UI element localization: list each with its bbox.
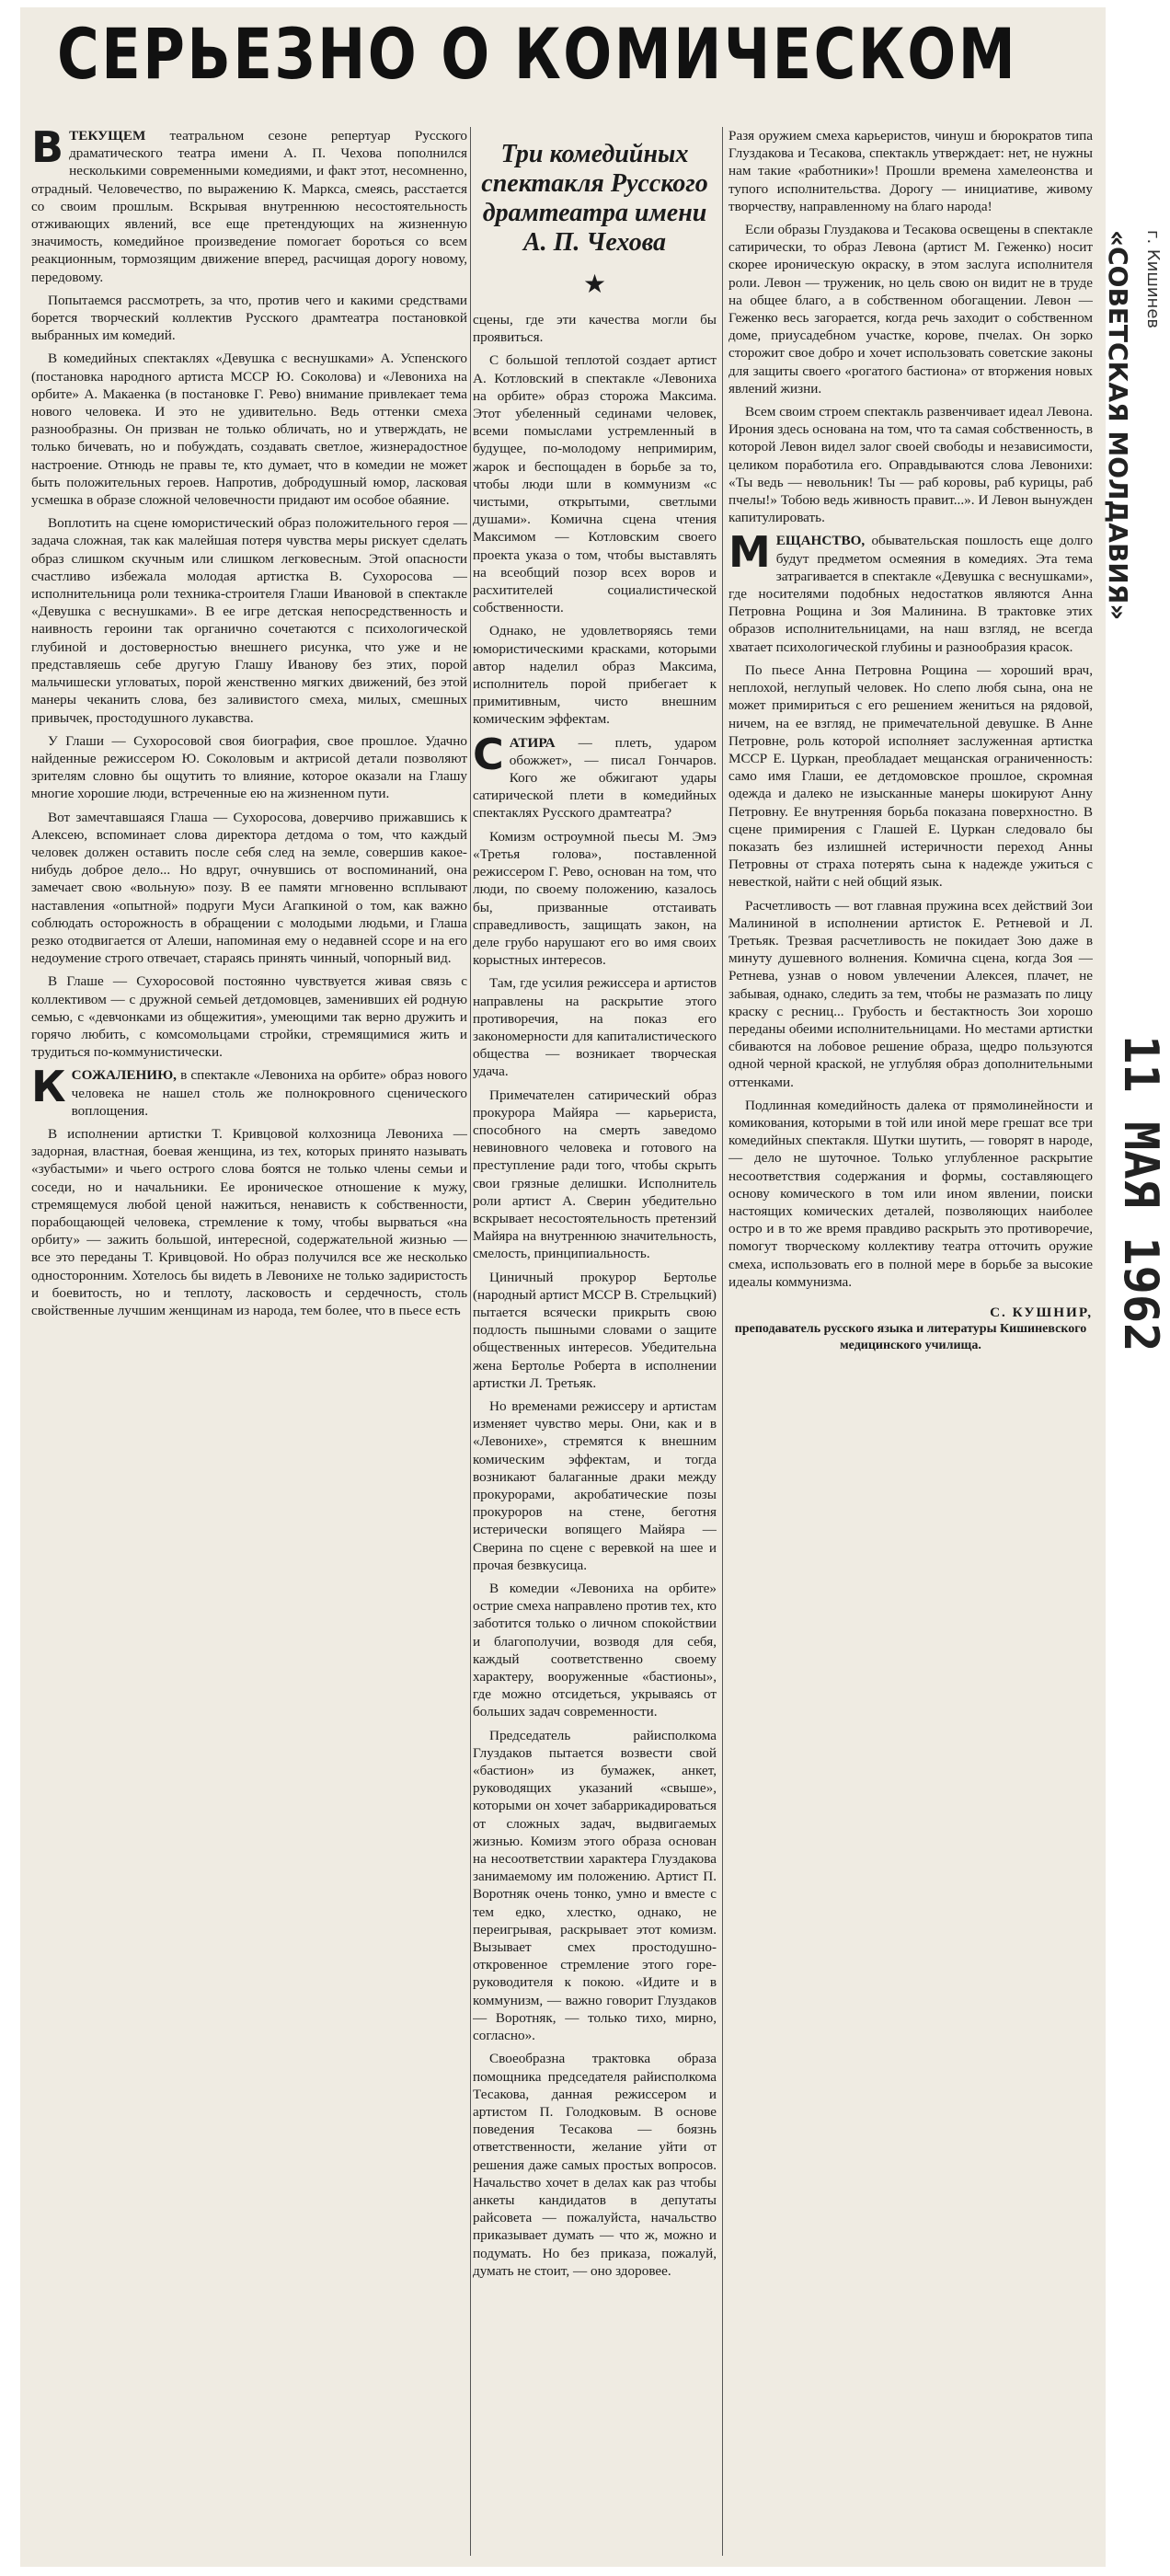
article-paragraph [473,828,717,970]
column-rule [722,127,723,2556]
paragraph-text: театральном сезоне репертуар Русского драматического театра имени А. П. Чехова пополнился несколькими современными комедиями, и факт этот, несомненно, отрадный. Человечество, по выражению К. Маркса, смеясь, расстается со своим прошлым. Вскрывая внутреннюю несостоятельность отживающих явлений, все еще претендующих на жизненную значимость, комедийное произведение помогает бороться со всем реакционным, тормозящим движение вперед, расчищая дорогу новому, передовому. [31,128,467,285]
paragraph-text: — плеть, ударом обожжет», — писал Гончаров. Кого же обжигают удары сатирической плети в комедийных спектаклях Русского драмтеатра? [473,734,717,822]
paragraph-text: Там, где усилия режиссера и артистов направлены на раскрытие этого противоречия, на показ его закономерности для капиталистического общества — возникает творческая удача. [473,975,717,1080]
newspaper-clipping [20,7,1106,2567]
article-column-3-body [728,127,1093,1291]
article-column-2-body [473,311,717,2280]
headline: СЕРЬЕЗНО О КОМИЧЕСКОМ [57,13,1018,95]
article-paragraph [473,311,717,346]
column-rule [470,127,471,2556]
paragraph-text: Но временами режиссеру и артистам изменяет чувство меры. Они, как и в «Левонихе», стремятся к внешним комическим эффектам, и тогда возникают балаганные драки между прокурорами, акробатические позы прокуроров на стене, беготня истерически вопящего Майяра — Сверина по сцене с веревкой на шее и прочая безвкусица. [473,1397,717,1573]
paragraph-text: Однако, не удовлетворяясь теми юмористическими красками, которыми автор наделил образ Максима, исполнитель порой прибегает к примитивным, чисто внешним комическим эффектам. [473,623,717,728]
article-paragraph [473,1580,717,1721]
article-paragraph [473,1397,717,1574]
article-paragraph [473,622,717,728]
article-paragraph [728,661,1093,891]
paragraph-text: Вот замечтавшаяся Глаша — Сухоросова, доверчиво прижавшись к Алексею, вспоминает слова директора детдома о том, что каждый человек должен оставить после себя след на земле, совершив какое-нибудь доброе дело... Но вдруг, очнувшись от воспоминаний, она замечает свою «вольную» позу. В ее памяти мгновенно всплывают наставления «опытной» подруги Муси Агапкиной о том, как важно соблюдать осторожность в обращении с молодыми людьми, и Глаша резко отодвигается от Алеши, напоминая ему о недавней ссоре и на его недоумение строго отвечает, стараясь принять чинный, чопорный вид. [31,809,467,967]
article-paragraph [728,897,1093,1091]
paragraph-text: Циничный прокурор Бертолье (народный артист МССР В. Стрельцкий) пытается всячески прикрыть свою подлость пышными словами о защите общественных интересов. Убедительна жена Бертолье Роберта в исполнении артистки Л. Третьяк. [473,1269,717,1391]
article-column-3 [728,127,1093,2556]
paragraph-text: С большой теплотой создает артист А. Котловский в спектакле «Левониха на орбите» образ сторожа Максима. Этот убеленный сединами человек, всеми помыслами устремленный в будущее, по-молодому непримирим, жарок и беспощаден в борьбе за то, чтобы люди шли в коммунизм «с чистыми, открытыми, светлыми душами». Комична сцена чтения Максимом — Котловским своего проекта указа о том, чтобы выставлять на всеобщий позор всех воров и расхитителей социалистической собственности. [473,352,717,616]
paragraph-text: Расчетливость — вот главная пружина всех действий Зои Малининой в исполнении артисток Е. Ретневой и Л. Третьяк. Трезвая расчетливость не покидает Зою даже в минуту душевного волнения. Комична сцена, когда Зоя — Ретнева, узнав о новом увлечении Алексея, плачет, не забывая, однако, следить за тем, чтобы не размазать по лицу краску с ресниц... Грубость и бестактность Зои хорошо переданы обеими исполнительницами. Но местами артистки сбиваются на лобовое решение образа, щедро пользуются одной черной краской, не углубляя образ дополнительными оттенками. [728,897,1093,1090]
article-paragraph [473,729,717,822]
article-paragraph [473,351,717,616]
article-column-1 [31,127,467,2556]
article-paragraph [473,2050,717,2280]
subheadline: Три комедийных спектакля Русского драмтеатра имени А. П. Чехова [481,140,708,257]
article-paragraph [473,974,717,1080]
drop-cap: М [728,527,771,578]
article-paragraph [728,1097,1093,1291]
drop-cap: В [31,127,64,172]
article-paragraph [728,527,1093,655]
article-paragraph [473,1727,717,2045]
paragraph-text: Комизм остроумной пьесы М. Эмэ «Третья голова», поставленной режиссером Г. Рево, основан на том, что люди, по своему положению, казалось бы, призванные отстаивать справедливость, защищать закон, на деле грубо нарушают его во имя своих корыстных интересов. [473,828,717,969]
author-name: С. КУШНИР, [990,1305,1093,1320]
author-role: преподаватель русского языка и литературы Кишиневского медицинского училища. [734,1322,1087,1353]
article-paragraph [31,732,467,803]
article-paragraph [728,127,1093,215]
paragraph-text: сцены, где эти качества могли бы проявиться. [473,312,717,346]
newspaper-title-stamp: «СОВЕТСКАЯ МОЛДАВИЯ» [1103,230,1133,621]
article-paragraph [31,972,467,1061]
paragraph-text: По пьесе Анна Петровна Рощина — хороший врач, неплохой, неглупый человек. Но слепо любя сына, она не может примириться с его решением жениться на рядовой, ничем, на ее взгляд, не примечательной девушке. В Анне Петровне, роль которой исполняет заслуженная артистка МССР Е. Цуркан, преобладает мещанская ограниченность: само имя Глаши, ее детдомовское прошлое, скромная одежда и далеко не изысканные манеры шокируют Анну Петровну. Ее внутренняя борьба показана поверхностно. В сцене примирения с Глашей Е. Цуркан следовало бы показать без излишней истеричности переход Анны Петровны от страха потерять сына к надежде ужиться с невесткой, найти с ней общий язык. [728,661,1093,891]
article-paragraph [31,514,467,726]
paragraph-text: В Глаше — Сухоросовой постоянно чувствуется живая связь с коллективом — с дружной семьей детдомовцев, заменивших ей родную семью, с «девчонками из общежития», умеющими так верно дружить и горячо любить, с комсомольцами стройки, стремящимися жить и трудиться по-коммунистически. [31,973,467,1061]
newspaper-city: г. Кишинев [1143,230,1163,328]
article-column-2 [473,127,717,2556]
star-divider: ★ [582,270,607,299]
paragraph-text: Воплотить на сцене юмористический образ положительного героя — задача сложная, так как малейшая потеря чувства меры рискует сделать образ слишком скучным или слишком легковесным. Этой опасности счастливо избежала молодая артистка В. Сухоросова — исполнительница роли техника-строителя Глаши Ивановой в спектакле «Девушка с веснушками». В ее игре детская непосредственность и наивность героини так органично сочетаются с психологической глубиной и достоверностью внешнего рисунка, что уже и не представляешь себе другую Глашу Иванову без этих, порой мальчишески угловатых, порой женственно мягких движений, без этой манеры чеканить слова, без заливистого смеха, милых, смешных привычек, простодушного лукавства. [31,515,467,726]
date-stamp: 11 МАЯ 1962 [1113,1035,1168,1352]
lead-word: ТЕКУЩЕМ [69,128,146,144]
article-paragraph [31,350,467,509]
paragraph-text: Разя оружием смеха карьеристов, чинуш и бюрократов типа Глуздакова и Тесакова, спектакль утверждает: нет, не нужны нам такие «работники»! Прошли времена хамелеонства и тупого исполнительства. Дорогу — инициативе, живому творчеству, направленному на благо народа! [728,128,1093,214]
article-paragraph [31,292,467,345]
article-paragraph [31,127,467,286]
article-paragraph [31,1125,467,1319]
article-paragraph [473,1269,717,1392]
paragraph-text: Председатель райисполкома Глуздаков пытается возвести свой «бастион» из бумажек, анкет, руководящих указаний «свыше», которыми он хочет забаррикадироваться от сложных задач, выдвигаемых жизнью. Комизм этого образа основан на несоответствии характера Глуздакова занимаемому им положению. Артист П. Воротняк очень тонко, умно и вместе с тем едко, хлестко, однако, не переигрывая, раскрывает этот комизм. Вызывает смех простодушно-откровенное стремление этого горе-руководителя к покою. «Идите и в коммунизм, — важно говорит Глуздаков — Воротняк, — только тихо, мирно, согласно». [473,1727,717,2044]
paragraph-text: Своеобразна трактовка образа помощника председателя райисполкома Тесакова, данная режиссером и артистом П. Голодковым. В основе поведения Тесакова — боязнь ответственности, желание уйти от решения даже самых простых вопросов. Начальство хочет в делах как раз чтобы анкеты кандидатов в депутаты райсовета — пожалуйста, начальство приказывает думать — что ж, можно и подумать. Но без приказа, пожалуй, думать не стоит, — оно здоровее. [473,2051,717,2279]
paragraph-text: Подлинная комедийность далека от прямолинейности и комикования, которыми в той или иной мере грешат все три комедийных спектакля. Шутки шутить, — говорят в народе, — дело не шуточное. Только углубленное раскрытие несоответствия содержания и формы, составляющего основу комического в том или ином явлении, поиски настоящих комических деталей, позволяющих наиболее остро и в то же время правдиво раскрыть это противоречие, помогут творческому коллективу театра отточить оружие смеха, использовать его в полной мере в борьбе за высокие идеалы коммунизма. [728,1097,1093,1290]
article-paragraph [728,403,1093,526]
paragraph-text: обывательская пошлость еще долго будут предметом осмеяния в комедиях. Эта тема затрагивается в спектакле «Девушка с веснушками», где носителями подобных недостатков являются Анна Петровна Рощина и Зоя Малинина. В трактовке этих образов исполнительницами, на наш взгляд, не всегда хватает психологической глубины и разнообразия красок. [728,533,1093,655]
article-paragraph [31,1062,467,1120]
paragraph-text: Примечателен сатирический образ прокурора Майяра — карьериста, способного на смерть заведомо невиновного человека и готового на преступление ради того, чтобы скрыть свои грязные делишки. Исполнитель роли артист А. Сверин убедительно вскрывает несостоятельность претензий Майяра на внутреннюю значительность, смелость, принципиальность. [473,1087,717,1262]
article-paragraph [31,809,467,968]
paragraph-text: В комедии «Левониха на орбите» острие смеха направлено против тех, кто заботится только о личном спокойствии и благополучии, возводя для себя, каждый соответственно своему характеру, вооруженные «бастионы», где можно отсидеться, укрываясь от больших задач современности. [473,1581,717,1720]
paragraph-text: Если образы Глуздакова и Тесакова освещены в спектакле сатирически, то образ Левона (артист М. Геженко) носит скорее ироническую окраску, в этом заслуга исполнителя роли. Левон — труженик, но цель свою он видит не в труде на общее благо, а в собственном обогащении. Левон — Геженко весь загорается, когда речь заходит о собственном доме, приусадебном участке, корове, пчелах. Он зорко сторожит свое добро и хочет использовать советские законы для защиты своего «рогатого бастиона» от вторжения новых явлений жизни. [728,222,1093,397]
paragraph-text: В комедийных спектаклях «Девушка с веснушками» А. Успенского (постановка народного артиста МССР Ю. Соколова) и «Левониха на орбите» А. Макаенка (в постановке Г. Рево) внимание привлекает тема нового человека. И это не удивительно. Ведь оттенки смеха разнообразны. Он призван не только обличать, но и утверждать, не только бичевать, но и побуждать, создавать светлое, жизнерадостное настроение. Отнюдь не правы те, кто думает, что в комедии не может быть положительных героев. Напротив, добродушный юмор, ласковая усмешка в образе сложной человечности придают им особое обаяние. [31,351,467,509]
paragraph-text: в спектакле «Левониха на орбите» образ нового человека не нашел столь же полнокровного сценического воплощения. [71,1067,467,1119]
paragraph-text: У Глаши — Сухоросовой своя биография, свое прошлое. Удачно найденные режиссером Ю. Соколовым и актрисой детали позволяют зрителям словно бы ощутить то влияние, которое оказали на Глашу многие хорошие люди, встреченные ею на жизненном пути. [31,732,467,802]
drop-cap: С [473,729,504,779]
lead-word: ЕЩАНСТВО, [775,533,866,549]
paragraph-text: Попытаемся рассмотреть, за что, против чего и какими средствами борется творческий коллектив Русского драмтеатра постановкой выбранных им комедий. [31,292,467,344]
lead-word: СОЖАЛЕНИЮ, [71,1067,177,1084]
drop-cap: К [31,1062,66,1112]
article-paragraph [473,1087,717,1263]
article-paragraph [728,221,1093,397]
paragraph-text: В исполнении артистки Т. Кривцовой колхозница Левониха — задорная, властная, боевая женщина, из тех, которых принято называть «зубастыми» и чьего острого слова боятся не только члены семьи и соседи, но и начальники. Ее ироническое отношение к мужу, стремящемуся любой ценой нажиться, ненависть к собственности, порабощающей человека, стремление к тому, чтобы вырваться «на орбиту» — зажить большой, интересной, содержательной жизнью — все это переданы Т. Кривцовой. Но образ получился все же несколько односторонним. Хотелось бы видеть в Левонихе не только задиристость и боевитость, но и теплоту, ласковость и сердечность, столь свойственные лучшим женщинам из народа, тем более, что в пьесе есть [31,1125,467,1318]
lead-word: АТИРА [509,734,556,751]
paragraph-text: Всем своим строем спектакль развенчивает идеал Левона. Ирония здесь основана на том, что та самая собственность, в которой Левон видел залог своей свободы и независимости, целиком поработила его. Оправдываются слова Левонихи: «Ты ведь — невольник! Ты — раб коровы, раб курицы, раб пчелы!» Тобою ведь живность правит...». И Левон вынужден капитулировать. [728,404,1093,526]
signature [728,1304,1093,1354]
